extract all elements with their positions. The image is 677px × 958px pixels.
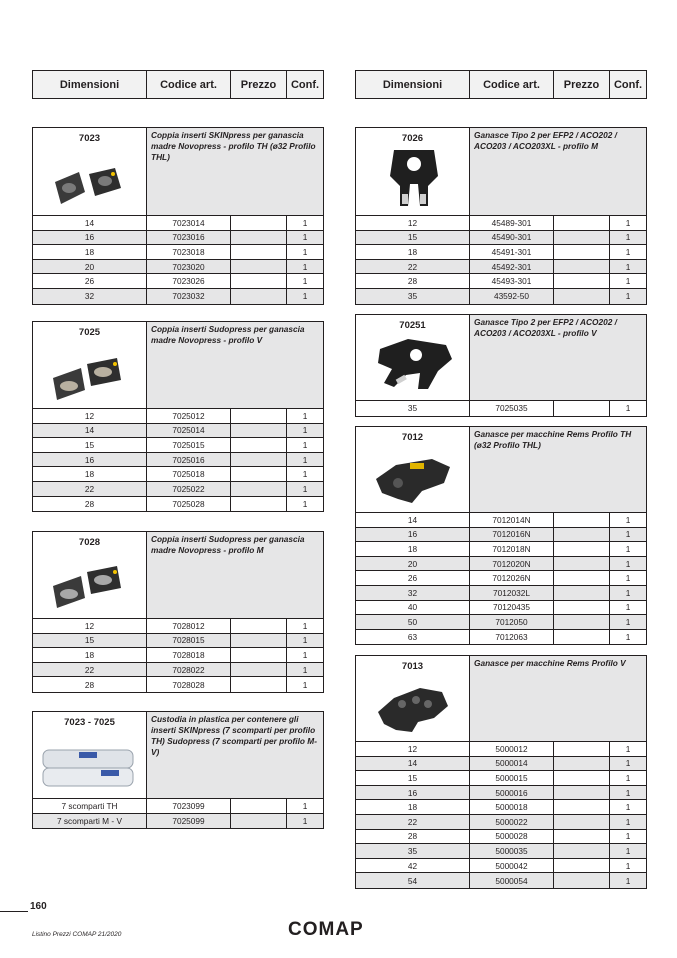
table-cell: 7 scomparti M - V	[33, 814, 147, 829]
table-row	[33, 467, 323, 482]
insert-pair-icon	[49, 562, 129, 612]
insert-pair-icon	[49, 162, 129, 210]
product-code: 7026	[401, 133, 424, 144]
table-cell: 22	[33, 663, 147, 677]
product-block-7012	[355, 426, 647, 645]
table-cell: 7025015	[147, 438, 231, 452]
table-cell: 28	[33, 497, 147, 512]
table-row	[356, 260, 646, 275]
product-image	[356, 427, 470, 512]
table-cell	[231, 289, 287, 304]
table-cell: 32	[33, 289, 147, 304]
table-row	[356, 830, 646, 845]
table-cell: 7 scomparti TH	[33, 799, 147, 813]
table-cell	[554, 859, 610, 873]
product-block-7026	[355, 127, 647, 305]
table-cell: 1	[625, 403, 631, 414]
insert-pair-icon	[49, 354, 129, 404]
product-code: 70251	[399, 320, 426, 331]
table-row	[356, 542, 646, 557]
table-cell: 1	[625, 573, 631, 584]
product-description: Ganasce Tipo 2 per EFP2 / ACO202 / ACO203 / ACO203XL - profilo M	[470, 128, 646, 215]
page-number-rule	[0, 911, 28, 912]
table-row	[356, 844, 646, 859]
table-cell: 28	[356, 830, 470, 844]
table-cell	[231, 274, 287, 288]
table-cell	[554, 830, 610, 844]
table-cell: 45493-301	[470, 274, 554, 288]
table-cell: 1	[625, 772, 631, 783]
table-cell: 1	[302, 425, 308, 436]
table-cell: 26	[356, 571, 470, 585]
table-cell	[231, 438, 287, 452]
table-cell	[554, 245, 610, 259]
table-cell: 45492-301	[470, 260, 554, 274]
table-cell: 7028028	[147, 677, 231, 692]
product-image	[33, 712, 147, 798]
table-row	[356, 245, 646, 260]
table-cell: 7025012	[147, 409, 231, 423]
table-cell: 1	[625, 514, 631, 525]
table-cell: 7028022	[147, 663, 231, 677]
table-cell	[554, 289, 610, 304]
table-row	[356, 859, 646, 874]
table-row	[33, 424, 323, 439]
table-cell: 35	[356, 289, 470, 304]
table-row	[33, 677, 323, 692]
page-number: 160	[30, 901, 47, 912]
table-cell: 32	[356, 586, 470, 600]
table-cell: 1	[302, 815, 308, 826]
product-description: Ganasce per macchine Rems Profilo TH (ø32 Profilo THL)	[470, 427, 646, 512]
product-code: 7023	[78, 133, 101, 144]
product-block-70251	[355, 314, 647, 417]
table-row	[356, 815, 646, 830]
product-image	[33, 532, 147, 618]
table-cell: 7025099	[147, 814, 231, 829]
table-row	[356, 528, 646, 543]
product-code: 7025	[78, 327, 101, 338]
table-cell: 7023026	[147, 274, 231, 288]
table-cell	[554, 528, 610, 542]
table-row	[356, 571, 646, 586]
table-cell: 7012032L	[470, 586, 554, 600]
table-cell: 70120435	[470, 601, 554, 615]
table-row	[356, 601, 646, 616]
table-row	[356, 274, 646, 289]
table-row	[356, 615, 646, 630]
table-cell	[554, 260, 610, 274]
table-cell: 35	[356, 844, 470, 858]
table-cell: 7028015	[147, 634, 231, 648]
table-cell: 1	[302, 679, 308, 690]
press-jaw-icon	[384, 146, 444, 214]
press-jaw-icon	[372, 678, 456, 738]
table-cell: 18	[356, 245, 470, 259]
table-cell	[231, 409, 287, 423]
header-prezzo: Prezzo	[554, 71, 610, 98]
table-cell: 7028012	[147, 619, 231, 633]
table-cell: 1	[302, 261, 308, 272]
table-row	[33, 409, 323, 424]
table-row	[33, 245, 323, 260]
table-cell: 1	[302, 649, 308, 660]
table-cell: 7012016N	[470, 528, 554, 542]
table-cell: 1	[302, 635, 308, 646]
table-cell: 7023018	[147, 245, 231, 259]
table-cell	[554, 401, 610, 416]
table-cell: 1	[625, 802, 631, 813]
table-row	[33, 260, 323, 275]
table-cell: 5000022	[470, 815, 554, 829]
table-cell: 1	[625, 291, 631, 302]
table-cell: 15	[33, 438, 147, 452]
table-row	[356, 630, 646, 645]
table-cell: 14	[356, 757, 470, 771]
table-cell	[554, 844, 610, 858]
table-row	[356, 289, 646, 304]
table-cell: 12	[356, 216, 470, 230]
table-cell	[231, 799, 287, 813]
table-cell: 5000042	[470, 859, 554, 873]
table-cell: 5000014	[470, 757, 554, 771]
column-header-left	[32, 70, 324, 99]
table-cell: 7012063	[470, 630, 554, 645]
table-cell	[554, 771, 610, 785]
table-cell: 15	[356, 231, 470, 245]
table-cell	[554, 586, 610, 600]
table-cell: 1	[302, 483, 308, 494]
table-cell: 1	[302, 246, 308, 257]
header-codice: Codice art.	[470, 71, 554, 98]
table-cell: 5000035	[470, 844, 554, 858]
table-cell	[554, 742, 610, 756]
table-cell: 1	[625, 558, 631, 569]
table-cell: 1	[625, 831, 631, 842]
table-cell: 1	[625, 845, 631, 856]
header-prezzo: Prezzo	[231, 71, 287, 98]
table-cell	[231, 814, 287, 829]
table-cell: 1	[302, 439, 308, 450]
table-cell: 28	[33, 677, 147, 692]
table-cell	[231, 245, 287, 259]
table-cell	[554, 274, 610, 288]
table-cell: 7012050	[470, 615, 554, 629]
table-cell: 18	[356, 800, 470, 814]
table-cell: 45491-301	[470, 245, 554, 259]
header-conf: Conf.	[613, 78, 643, 91]
product-code: 7012	[401, 432, 424, 443]
table-cell: 1	[302, 498, 308, 509]
table-cell	[554, 873, 610, 888]
product-code: 7028	[78, 537, 101, 548]
table-cell: 16	[356, 786, 470, 800]
table-cell: 18	[33, 467, 147, 481]
table-cell: 15	[356, 771, 470, 785]
table-cell: 1	[625, 217, 631, 228]
table-cell: 1	[625, 758, 631, 769]
header-dimensioni: Dimensioni	[356, 71, 470, 98]
table-row	[33, 482, 323, 497]
table-cell: 5000016	[470, 786, 554, 800]
header-codice: Codice art.	[147, 71, 231, 98]
table-cell: 1	[302, 410, 308, 421]
table-cell: 15	[33, 634, 147, 648]
header-dimensioni: Dimensioni	[33, 71, 147, 98]
table-cell	[554, 800, 610, 814]
table-cell: 1	[625, 261, 631, 272]
table-cell: 1	[302, 469, 308, 480]
plastic-case-icon	[39, 740, 139, 792]
table-cell: 22	[356, 815, 470, 829]
table-cell: 7023032	[147, 289, 231, 304]
table-row	[356, 401, 646, 416]
table-cell: 1	[625, 543, 631, 554]
table-cell: 7025022	[147, 482, 231, 496]
table-cell: 1	[625, 632, 631, 643]
table-cell: 14	[33, 216, 147, 230]
table-cell: 1	[625, 587, 631, 598]
column-header-right	[355, 70, 647, 99]
table-cell	[231, 216, 287, 230]
table-cell: 1	[625, 860, 631, 871]
table-cell: 14	[33, 424, 147, 438]
table-row	[33, 814, 323, 829]
table-cell: 5000054	[470, 873, 554, 888]
table-cell	[231, 482, 287, 496]
table-cell	[554, 601, 610, 615]
table-cell: 7025014	[147, 424, 231, 438]
table-cell	[554, 513, 610, 527]
table-cell: 45489-301	[470, 216, 554, 230]
table-row	[356, 757, 646, 772]
table-cell: 12	[33, 409, 147, 423]
product-block-7023-7025	[32, 711, 324, 829]
table-cell	[554, 557, 610, 571]
table-cell	[554, 231, 610, 245]
table-row	[356, 873, 646, 888]
product-description: Coppia inserti Sudopress per ganascia madre Novopress - profilo M	[147, 532, 323, 618]
table-row	[33, 231, 323, 246]
table-cell: 7012020N	[470, 557, 554, 571]
table-cell: 1	[625, 529, 631, 540]
table-row	[33, 274, 323, 289]
table-cell: 1	[302, 232, 308, 243]
table-cell: 5000012	[470, 742, 554, 756]
table-cell: 54	[356, 873, 470, 888]
table-row	[356, 557, 646, 572]
press-jaw-icon	[372, 335, 456, 395]
table-cell: 22	[33, 482, 147, 496]
product-description: Ganasce Tipo 2 per EFP2 / ACO202 / ACO203 / ACO203XL - profilo V	[470, 315, 646, 400]
table-cell	[231, 467, 287, 481]
table-row	[33, 663, 323, 678]
table-cell: 14	[356, 513, 470, 527]
table-cell	[231, 648, 287, 662]
table-cell: 1	[625, 787, 631, 798]
table-cell: 18	[33, 648, 147, 662]
table-cell: 50	[356, 615, 470, 629]
table-cell: 7025028	[147, 497, 231, 512]
table-row	[356, 231, 646, 246]
table-cell: 7023016	[147, 231, 231, 245]
table-cell	[554, 815, 610, 829]
table-cell: 16	[33, 453, 147, 467]
table-cell: 18	[356, 542, 470, 556]
product-description: Coppia inserti SKINpress per ganascia madre Novopress - profilo TH (ø32 Profilo THL)	[147, 128, 323, 215]
table-row	[356, 800, 646, 815]
table-cell: 1	[625, 616, 631, 627]
table-cell: 7028018	[147, 648, 231, 662]
product-block-7023	[32, 127, 324, 305]
table-cell: 40	[356, 601, 470, 615]
table-cell: 1	[625, 816, 631, 827]
table-row	[33, 289, 323, 304]
table-cell: 7023020	[147, 260, 231, 274]
table-cell	[554, 216, 610, 230]
table-cell: 1	[302, 800, 308, 811]
table-cell: 1	[625, 602, 631, 613]
product-image	[356, 315, 470, 400]
table-cell	[554, 630, 610, 645]
table-row	[33, 799, 323, 814]
price-list-label: Listino Prezzi COMAP 21/2020	[32, 931, 122, 938]
product-image	[356, 128, 470, 215]
table-row	[356, 742, 646, 757]
table-cell: 7012026N	[470, 571, 554, 585]
table-cell: 20	[33, 260, 147, 274]
table-cell: 63	[356, 630, 470, 645]
table-row	[356, 771, 646, 786]
product-image	[33, 128, 147, 215]
press-jaw-icon	[372, 449, 456, 509]
product-block-7025	[32, 321, 324, 512]
table-cell: 7025016	[147, 453, 231, 467]
table-cell	[231, 677, 287, 692]
table-row	[356, 513, 646, 528]
table-row	[33, 453, 323, 468]
table-row	[356, 216, 646, 231]
table-cell: 1	[625, 875, 631, 886]
product-code: 7013	[401, 661, 424, 672]
table-cell	[231, 619, 287, 633]
table-cell: 18	[33, 245, 147, 259]
product-image	[33, 322, 147, 408]
table-cell: 12	[356, 742, 470, 756]
table-cell: 1	[302, 454, 308, 465]
table-cell: 1	[302, 276, 308, 287]
table-cell: 1	[625, 743, 631, 754]
table-cell: 5000018	[470, 800, 554, 814]
table-cell: 45490-301	[470, 231, 554, 245]
table-cell: 1	[625, 246, 631, 257]
table-cell: 16	[33, 231, 147, 245]
table-cell: 7023099	[147, 799, 231, 813]
product-block-7028	[32, 531, 324, 693]
table-cell: 7012018N	[470, 542, 554, 556]
table-row	[356, 786, 646, 801]
table-cell: 5000028	[470, 830, 554, 844]
table-cell: 42	[356, 859, 470, 873]
table-cell: 7012014N	[470, 513, 554, 527]
table-cell: 7023014	[147, 216, 231, 230]
product-image	[356, 656, 470, 741]
table-cell: 28	[356, 274, 470, 288]
table-cell: 1	[302, 664, 308, 675]
product-description: Custodia in plastica per contenere gli inserti SKINpress (7 scomparti per profilo TH) Sudopress (7 scomparti per profilo M-V)	[147, 712, 323, 798]
table-cell: 1	[302, 291, 308, 302]
table-cell: 12	[33, 619, 147, 633]
table-cell: 16	[356, 528, 470, 542]
table-cell	[554, 757, 610, 771]
table-cell: 1	[302, 620, 308, 631]
table-cell: 35	[356, 401, 470, 416]
table-cell	[231, 497, 287, 512]
table-cell	[231, 231, 287, 245]
table-cell	[231, 424, 287, 438]
table-cell	[554, 571, 610, 585]
table-cell: 1	[625, 276, 631, 287]
table-cell: 43592-50	[470, 289, 554, 304]
product-description: Coppia inserti Sudopress per ganascia madre Novopress - profilo V	[147, 322, 323, 408]
comap-logo: COMAP	[288, 919, 364, 940]
table-cell	[231, 453, 287, 467]
table-cell: 7025035	[470, 401, 554, 416]
table-cell: 7025018	[147, 467, 231, 481]
header-conf: Conf.	[290, 78, 320, 91]
table-cell	[231, 663, 287, 677]
table-cell: 5000015	[470, 771, 554, 785]
table-cell	[554, 615, 610, 629]
table-cell: 22	[356, 260, 470, 274]
product-block-7013	[355, 655, 647, 889]
table-row	[33, 619, 323, 634]
table-cell	[231, 634, 287, 648]
table-row	[33, 216, 323, 231]
table-cell	[554, 542, 610, 556]
table-row	[33, 634, 323, 649]
table-cell: 26	[33, 274, 147, 288]
table-row	[356, 586, 646, 601]
product-description: Ganasce per macchine Rems Profilo V	[470, 656, 646, 741]
table-row	[33, 497, 323, 512]
table-cell: 1	[302, 217, 308, 228]
table-row	[33, 648, 323, 663]
table-cell	[554, 786, 610, 800]
table-row	[33, 438, 323, 453]
table-cell: 1	[625, 232, 631, 243]
product-code: 7023 - 7025	[64, 717, 115, 728]
table-cell	[231, 260, 287, 274]
table-cell: 20	[356, 557, 470, 571]
